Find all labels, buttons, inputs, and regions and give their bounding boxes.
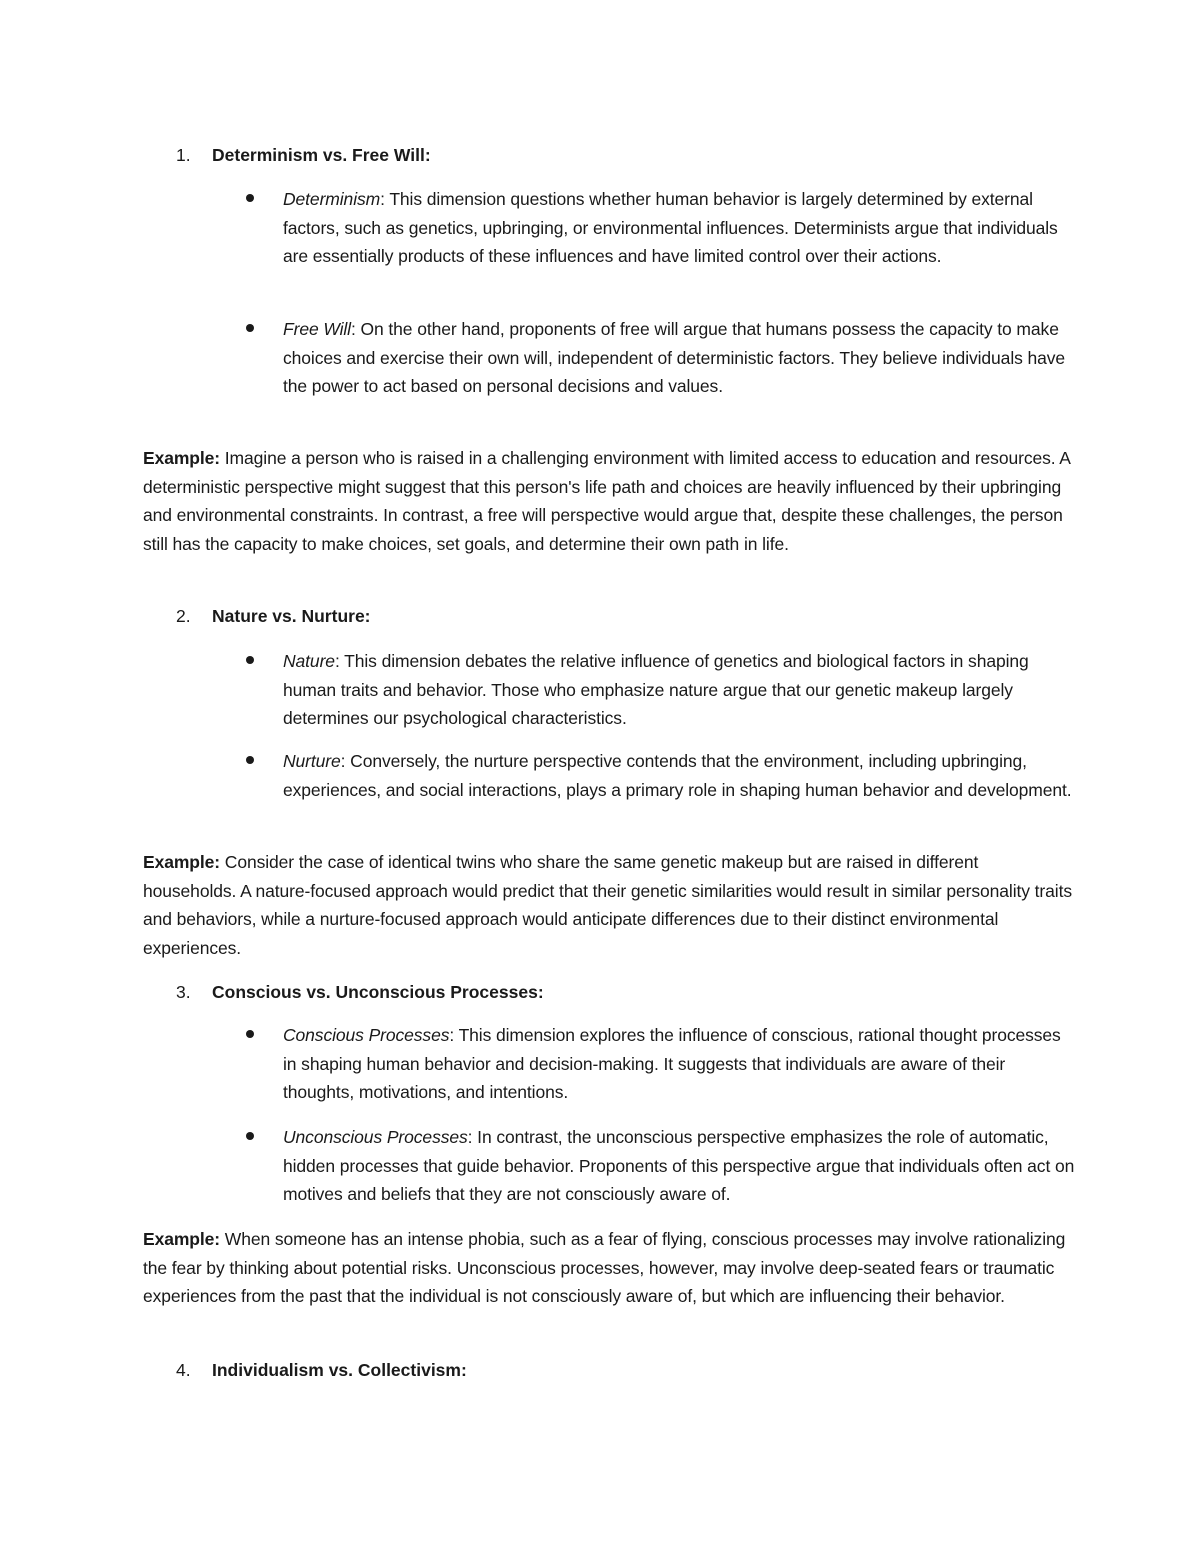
bullet-icon xyxy=(246,324,254,332)
bullet-item-nurture xyxy=(246,747,1076,804)
section-heading-1 xyxy=(176,141,431,169)
bullet-text xyxy=(283,185,1076,271)
bullet-item-free-will xyxy=(246,315,1076,401)
bullet-description: : In contrast, the unconscious perspective emphasizes the role of automatic, hidden processes that guide behavior. Proponents of this perspective argue that individuals often act on motives and beliefs that they are not consciously aware of. xyxy=(283,1127,1075,1204)
bullet-description: : This dimension questions whether human behavior is largely determined by external factors, such as genetics, upbringing, or environmental influences. Determinists argue that individuals are essentially products of these influences and have limited control over their actions. xyxy=(283,189,1058,266)
section-title: Determinism vs. Free Will: xyxy=(212,145,431,165)
example-label: Example: xyxy=(143,852,221,872)
bullet-icon xyxy=(246,756,254,764)
bullet-term: Determinism xyxy=(283,189,381,209)
bullet-icon xyxy=(246,194,254,202)
bullet-description: : On the other hand, proponents of free will argue that humans possess the capacity to make choices and exercise their own will, independent of deterministic factors. They believe individuals have the power to act based on personal decisions and values. xyxy=(283,319,1066,396)
example-paragraph-3 xyxy=(143,1225,1073,1311)
bullet-description: : Conversely, the nurture perspective contends that the environment, including upbringing, experiences, and social interactions, plays a primary role in shaping human behavior and development. xyxy=(283,751,1072,800)
example-paragraph-2 xyxy=(143,848,1073,963)
example-text: Imagine a person who is raised in a challenging environment with limited access to education and resources. A deterministic perspective might suggest that this person's life path and choices are heavily influenced by their upbringing and environmental constraints. In contrast, a free will perspective would argue that, despite these challenges, the person still has the capacity to make choices, set goals, and determine their own path in life. xyxy=(143,448,1070,555)
bullet-term: Free Will xyxy=(283,319,351,339)
section-heading-3 xyxy=(176,978,544,1006)
bullet-term: Nature xyxy=(283,651,335,671)
bullet-text xyxy=(283,1123,1076,1209)
section-heading-4 xyxy=(176,1356,467,1384)
example-text: Consider the case of identical twins who share the same genetic makeup but are raised in different households. A nature-focused approach would predict that their genetic similarities would result in similar personality traits and behaviors, while a nurture-focused approach would anticipate differences due to their distinct environmental experiences. xyxy=(143,852,1072,959)
bullet-item-unconscious-processes xyxy=(246,1123,1076,1209)
section-number: 2. xyxy=(176,606,191,626)
bullet-icon xyxy=(246,656,254,664)
section-number: 3. xyxy=(176,982,191,1002)
bullet-item-conscious-processes xyxy=(246,1021,1076,1107)
section-title: Individualism vs. Collectivism: xyxy=(212,1360,467,1380)
bullet-text xyxy=(283,1021,1076,1107)
bullet-term: Unconscious Processes xyxy=(283,1127,468,1147)
section-number: 1. xyxy=(176,145,191,165)
bullet-term: Nurture xyxy=(283,751,341,771)
bullet-item-nature xyxy=(246,647,1076,733)
section-title: Conscious vs. Unconscious Processes: xyxy=(212,982,544,1002)
bullet-icon xyxy=(246,1132,254,1140)
bullet-item-determinism xyxy=(246,185,1076,271)
bullet-description: : This dimension explores the influence of conscious, rational thought processes in shaping human behavior and decision-making. It suggests that individuals are aware of their thoughts, motivations, and intentions. xyxy=(283,1025,1061,1102)
section-heading-2 xyxy=(176,602,371,630)
bullet-text xyxy=(283,647,1076,733)
section-number: 4. xyxy=(176,1360,191,1380)
example-text: When someone has an intense phobia, such as a fear of flying, conscious processes may involve rationalizing the fear by thinking about potential risks. Unconscious processes, however, may involve deep-seated fears or traumatic experiences from the past that the individual is not consciously aware of, but which are influencing their behavior. xyxy=(143,1229,1066,1307)
bullet-icon xyxy=(246,1030,254,1038)
bullet-text xyxy=(283,315,1076,401)
bullet-term: Conscious Processes xyxy=(283,1025,450,1045)
bullet-description: : This dimension debates the relative influence of genetics and biological factors in shaping human traits and behavior. Those who emphasize nature argue that our genetic makeup largely determines our psychological characteristics. xyxy=(283,651,1029,728)
bullet-text xyxy=(283,747,1076,804)
example-label: Example: xyxy=(143,1229,221,1249)
section-title: Nature vs. Nurture: xyxy=(212,606,371,626)
example-label: Example: xyxy=(143,448,221,468)
example-paragraph-1 xyxy=(143,444,1073,559)
